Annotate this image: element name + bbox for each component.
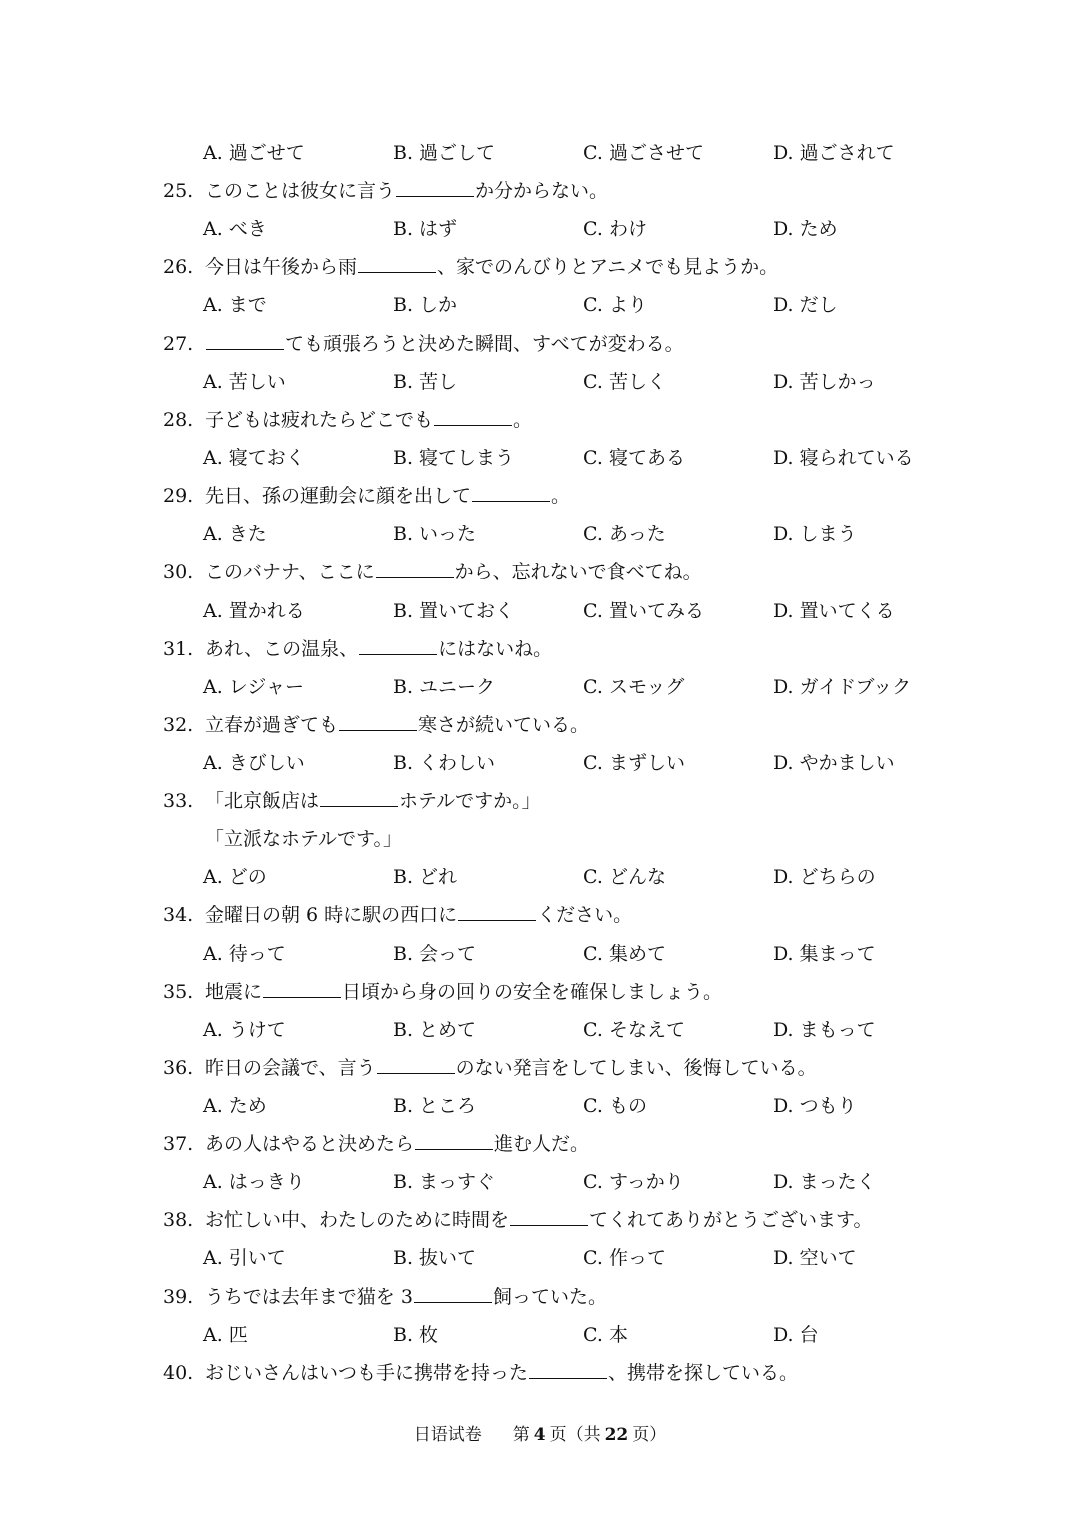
option-c: C. 寝てある bbox=[583, 447, 685, 469]
question-37 bbox=[0, 1125, 1000, 1163]
question-text: おじいさんはいつも手に携帯を持った 、携帯を探している。 bbox=[205, 1362, 799, 1384]
option-c: C. そなえて bbox=[583, 1019, 685, 1041]
option-b: B. 置いておく bbox=[393, 600, 515, 622]
option-a: A. どの bbox=[203, 866, 267, 888]
option-c: C. スモッグ bbox=[583, 676, 685, 698]
answer-blank bbox=[510, 1224, 588, 1226]
question-number: 36. bbox=[163, 1057, 194, 1079]
option-a: A. きびしい bbox=[203, 752, 305, 774]
question-number: 25. bbox=[163, 180, 194, 202]
option-d: D. だし bbox=[773, 294, 838, 316]
page-total: 22 bbox=[604, 1425, 629, 1445]
question-27 bbox=[0, 325, 1000, 363]
options-row bbox=[0, 515, 1000, 553]
question-number: 30. bbox=[163, 561, 194, 583]
options-row bbox=[0, 858, 1000, 896]
option-a: A. 置かれる bbox=[203, 600, 305, 622]
page-mid: 页（共 bbox=[549, 1425, 601, 1445]
options-row bbox=[0, 592, 1000, 630]
answer-blank bbox=[377, 1072, 455, 1074]
question-text: このことは彼女に言う か分からない。 bbox=[205, 180, 609, 202]
option-c: C. 集めて bbox=[583, 943, 666, 965]
option-b: B. くわしい bbox=[393, 752, 496, 774]
option-d: D. まったく bbox=[773, 1171, 876, 1193]
answer-blank bbox=[206, 348, 284, 350]
answer-blank bbox=[359, 653, 437, 655]
question-38 bbox=[0, 1201, 1000, 1239]
page-suffix: 页） bbox=[632, 1425, 667, 1445]
option-d: D. 集まって bbox=[773, 943, 876, 965]
option-b: B. まっすぐ bbox=[393, 1171, 496, 1193]
option-c: C. すっかり bbox=[583, 1171, 684, 1193]
option-c: C. より bbox=[583, 294, 647, 316]
options-row bbox=[0, 668, 1000, 706]
option-b: B. とめて bbox=[393, 1019, 477, 1041]
option-b: B. 抜いて bbox=[393, 1247, 477, 1269]
answer-blank bbox=[458, 919, 536, 921]
question-number: 29. bbox=[163, 485, 194, 507]
question-25 bbox=[0, 172, 1000, 210]
option-d: D. 苦しかっ bbox=[773, 371, 876, 393]
option-b: B. 寝てしまう bbox=[393, 447, 515, 469]
option-c: C. 過ごさせて bbox=[583, 142, 704, 164]
options-row bbox=[0, 935, 1000, 973]
option-c: C. もの bbox=[583, 1095, 647, 1117]
question-32 bbox=[0, 706, 1000, 744]
option-b: B. 会って bbox=[393, 943, 477, 965]
option-b: B. はず bbox=[393, 218, 458, 240]
option-a: A. 匹 bbox=[203, 1324, 248, 1346]
options-row bbox=[0, 134, 1000, 172]
question-31 bbox=[0, 630, 1000, 668]
options-row bbox=[0, 210, 1000, 248]
question-number: 28. bbox=[163, 409, 194, 431]
option-a: A. 寝ておく bbox=[203, 447, 305, 469]
option-c: C. 置いてみる bbox=[583, 600, 704, 622]
answer-blank bbox=[434, 424, 512, 426]
option-b: B. 過ごして bbox=[393, 142, 496, 164]
question-number: 31. bbox=[163, 638, 194, 660]
question-34 bbox=[0, 896, 1000, 934]
question-text: 今日は午後から雨 、家でのんびりとアニメでも見ようか。 bbox=[205, 256, 779, 278]
question-number: 32. bbox=[163, 714, 194, 736]
option-c: C. まずしい bbox=[583, 752, 685, 774]
option-d: D. まもって bbox=[773, 1019, 876, 1041]
option-c: C. どんな bbox=[583, 866, 666, 888]
option-a: A. 待って bbox=[203, 943, 286, 965]
question-text: うちでは去年まで猫を 3 飼っていた。 bbox=[205, 1286, 607, 1308]
answer-blank bbox=[414, 1301, 492, 1303]
question-33-continuation bbox=[0, 820, 1000, 858]
option-d: D. ガイドブック bbox=[773, 676, 912, 698]
question-text: 先日、孫の運動会に顔を出して 。 bbox=[205, 485, 571, 507]
option-a: A. 引いて bbox=[203, 1247, 286, 1269]
question-text: あの人はやると決めたら 進む人だ。 bbox=[205, 1133, 590, 1155]
option-b: B. 苦し bbox=[393, 371, 458, 393]
question-33 bbox=[0, 782, 1000, 820]
options-row bbox=[0, 1087, 1000, 1125]
question-text: 子どもは疲れたらどこでも 。 bbox=[205, 409, 533, 431]
question-number: 33. bbox=[163, 790, 194, 812]
question-39 bbox=[0, 1278, 1000, 1316]
exam-subject: 日语试卷 bbox=[413, 1425, 482, 1445]
answer-blank bbox=[376, 576, 454, 578]
answer-blank bbox=[396, 195, 474, 197]
question-number: 40. bbox=[163, 1362, 194, 1384]
question-30 bbox=[0, 553, 1000, 591]
question-text: お忙しい中、わたしのために時間を てくれてありがとうございます。 bbox=[205, 1209, 873, 1231]
answer-blank bbox=[263, 996, 341, 998]
page-number: 4 bbox=[533, 1425, 546, 1445]
page-footer bbox=[0, 1423, 1080, 1447]
option-c: C. 本 bbox=[583, 1324, 628, 1346]
question-number: 26. bbox=[163, 256, 194, 278]
question-text: ても頑張ろうと決めた瞬間、すべてが変わる。 bbox=[205, 325, 684, 363]
question-text: 地震に 日頃から身の回りの安全を確保しましょう。 bbox=[205, 981, 723, 1003]
question-number: 27. bbox=[163, 333, 194, 355]
options-row bbox=[0, 286, 1000, 324]
question-28 bbox=[0, 401, 1000, 439]
option-a: A. うけて bbox=[203, 1019, 286, 1041]
option-a: A. まで bbox=[203, 294, 267, 316]
option-a: A. 過ごせて bbox=[203, 142, 305, 164]
option-a: A. きた bbox=[203, 523, 267, 545]
question-text: 金曜日の朝 6 時に駅の西口に ください。 bbox=[205, 904, 633, 926]
answer-blank bbox=[415, 1148, 493, 1150]
question-35 bbox=[0, 973, 1000, 1011]
options-row bbox=[0, 1163, 1000, 1201]
question-number: 38. bbox=[163, 1209, 194, 1231]
question-text: 「北京飯店は ホテルですか。」 bbox=[205, 790, 541, 812]
option-b: B. どれ bbox=[393, 866, 458, 888]
option-d: D. 過ごされて bbox=[773, 142, 895, 164]
option-d: D. 寝られている bbox=[773, 447, 914, 469]
page-prefix: 第 bbox=[512, 1425, 530, 1445]
question-36 bbox=[0, 1049, 1000, 1087]
option-d: D. 空いて bbox=[773, 1247, 857, 1269]
option-a: A. べき bbox=[203, 218, 267, 240]
question-text: このバナナ、ここに から、忘れないで食べてね。 bbox=[205, 561, 702, 583]
question-number: 39. bbox=[163, 1286, 194, 1308]
question-number: 37. bbox=[163, 1133, 194, 1155]
option-d: D. しまう bbox=[773, 523, 857, 545]
option-a: A. ため bbox=[203, 1095, 267, 1117]
options-row bbox=[0, 1239, 1000, 1277]
options-row bbox=[0, 439, 1000, 477]
option-a: A. 苦しい bbox=[203, 371, 286, 393]
question-text: 立春が過ぎても 寒さが続いている。 bbox=[205, 714, 590, 736]
answer-blank bbox=[472, 500, 550, 502]
option-c: C. 苦しく bbox=[583, 371, 666, 393]
option-d: D. やかましい bbox=[773, 752, 895, 774]
question-text-continuation: 「立派なホテルです。」 bbox=[205, 828, 403, 850]
option-b: B. ユニーク bbox=[393, 676, 496, 698]
option-b: B. しか bbox=[393, 294, 458, 316]
options-row bbox=[0, 1011, 1000, 1049]
option-c: C. わけ bbox=[583, 218, 647, 240]
question-number: 35. bbox=[163, 981, 194, 1003]
options-row bbox=[0, 1316, 1000, 1354]
question-29 bbox=[0, 477, 1000, 515]
answer-blank bbox=[339, 729, 417, 731]
option-d: D. ため bbox=[773, 218, 838, 240]
question-40 bbox=[0, 1354, 1000, 1392]
option-a: A. レジャー bbox=[203, 676, 304, 698]
answer-blank bbox=[529, 1377, 607, 1379]
question-number: 34. bbox=[163, 904, 194, 926]
option-d: D. つもり bbox=[773, 1095, 857, 1117]
question-text: あれ、この温泉、 にはないね。 bbox=[205, 638, 553, 660]
option-b: B. 枚 bbox=[393, 1324, 439, 1346]
answer-blank bbox=[320, 805, 398, 807]
option-c: C. あった bbox=[583, 523, 666, 545]
answer-blank bbox=[358, 271, 436, 273]
option-b: B. ところ bbox=[393, 1095, 477, 1117]
question-26 bbox=[0, 248, 1000, 286]
option-d: D. どちらの bbox=[773, 866, 876, 888]
options-row bbox=[0, 363, 1000, 401]
option-a: A. はっきり bbox=[203, 1171, 305, 1193]
option-d: D. 台 bbox=[773, 1324, 819, 1346]
option-b: B. いった bbox=[393, 523, 477, 545]
question-text: 昨日の会議で、言う のない発言をしてしまい、後悔している。 bbox=[205, 1057, 817, 1079]
options-row bbox=[0, 744, 1000, 782]
option-c: C. 作って bbox=[583, 1247, 666, 1269]
option-d: D. 置いてくる bbox=[773, 600, 895, 622]
